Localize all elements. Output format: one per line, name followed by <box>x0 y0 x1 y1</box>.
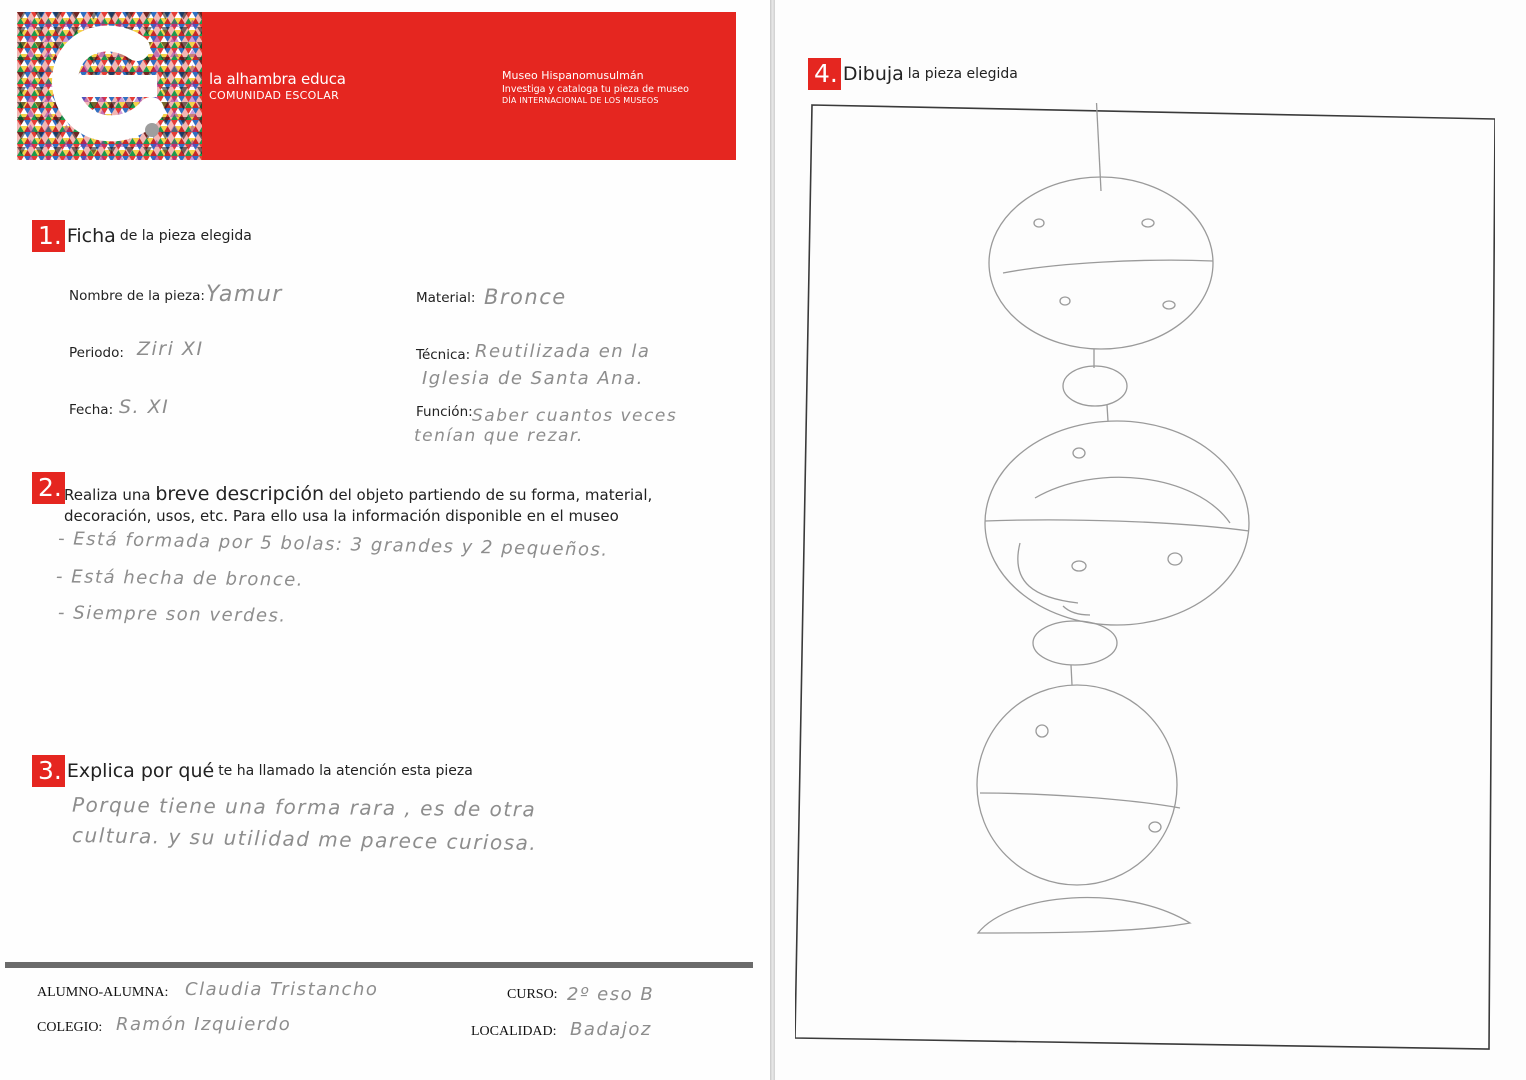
fecha-label: Fecha: <box>69 402 114 418</box>
tecnica-label: Técnica: <box>416 347 471 363</box>
localidad-value: Badajoz <box>570 1019 652 1040</box>
section-2-instructions <box>64 484 664 527</box>
mosaic-logo-icon <box>17 12 202 160</box>
museum-name: Museo Hispanomusulmán <box>502 69 644 82</box>
brand-block <box>209 70 346 102</box>
funcion-label: Función: <box>416 404 473 420</box>
colegio-label: COLEGIO: <box>37 1020 103 1035</box>
reason-answer-line-1: Porque tiene una forma rara , es de otra <box>71 792 537 822</box>
nombre-label: Nombre de la pieza: <box>69 288 205 304</box>
material-label: Material: <box>416 290 476 306</box>
section-number: 4. <box>808 58 841 90</box>
fecha-value: S. XI <box>119 396 170 418</box>
section-number: 1. <box>32 220 65 252</box>
funcion-value-line-1: Saber cuantos veces <box>472 406 678 426</box>
section-number: 2. <box>32 472 65 504</box>
yamur-sketch-icon <box>977 103 1249 933</box>
periodo-label: Periodo: <box>69 345 124 361</box>
localidad-label: LOCALIDAD: <box>471 1024 557 1039</box>
brand-name: la alhambra educa <box>209 70 346 88</box>
instructions-part-a: Realiza una <box>64 486 151 504</box>
curso-value: 2º eso B <box>567 984 655 1005</box>
alumno-value: Claudia Tristancho <box>185 979 379 1000</box>
drawing-area <box>795 103 1495 1051</box>
description-answer-3: - Siempre son verdes. <box>57 602 287 627</box>
colegio-value: Ramón Izquierdo <box>116 1014 292 1035</box>
header-banner <box>17 12 736 160</box>
periodo-value: Ziri XI <box>137 338 204 360</box>
description-answer-2: - Está hecha de bronce. <box>55 566 305 591</box>
section-title-bold: Ficha <box>66 225 116 247</box>
museum-day: DÍA INTERNACIONAL DE LOS MUSEOS <box>502 96 659 105</box>
section-1-heading <box>32 220 252 252</box>
brand-subtitle: COMUNIDAD ESCOLAR <box>209 89 340 102</box>
section-2-number-box <box>32 472 65 504</box>
description-answer-1: - Está formada por 5 bolas: 3 grandes y 2 pequeños. <box>57 528 609 561</box>
reason-answer-line-2: cultura. y su utilidad me parece curiosa. <box>71 822 538 856</box>
section-title-bold: Explica por qué <box>66 760 215 782</box>
footer-divider <box>5 962 753 968</box>
material-value: Bronce <box>484 285 567 309</box>
section-3-heading <box>32 755 473 787</box>
section-title-bold: Dibuja <box>842 63 904 85</box>
museum-tagline: Investiga y cataloga tu pieza de museo <box>502 84 689 95</box>
section-number: 3. <box>32 755 65 787</box>
museum-block <box>502 69 689 105</box>
tecnica-value-line-2: Iglesia de Santa Ana. <box>422 368 644 389</box>
alumno-label: ALUMNO-ALUMNA: <box>37 985 169 1000</box>
nombre-value: Yamur <box>206 282 283 307</box>
instructions-part-c: decoración, usos, etc. Para ello usa la información disponible en el museo <box>64 507 619 525</box>
section-title-rest: te ha llamado la atención esta pieza <box>218 763 473 779</box>
instructions-emphasis: breve descripción <box>155 483 325 505</box>
funcion-value-line-2: tenían que rezar. <box>414 426 584 446</box>
section-title-rest: de la pieza elegida <box>119 228 252 244</box>
section-4-heading <box>808 58 1018 90</box>
curso-label: CURSO: <box>507 987 558 1002</box>
instructions-part-b: del objeto partiendo de su forma, material, <box>328 486 653 504</box>
tecnica-value-line-1: Reutilizada en la <box>475 341 651 362</box>
section-title-rest: la pieza elegida <box>907 66 1018 82</box>
